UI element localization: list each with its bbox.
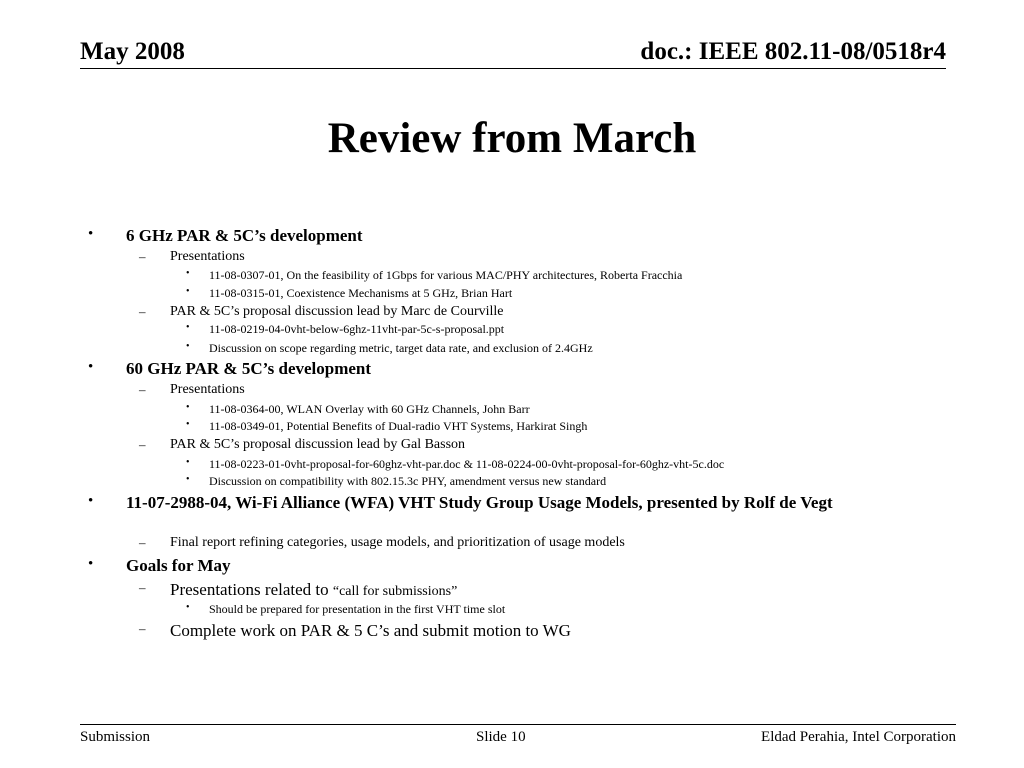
sub-complete-par: Complete work on PAR & 5 C’s and submit motion to WG [170,621,571,640]
header-date: May 2008 [80,38,185,65]
item-0364: 11-08-0364-00, WLAN Overlay with 60 GHz Channels, John Barr [209,402,530,416]
dash-marker: – [139,535,146,550]
bullet-marker: • [186,341,190,352]
item-compat-discussion: Discussion on compatibility with 802.15.3c PHY, amendment versus new standard [209,474,607,488]
bullet-marker: • [186,268,190,279]
bullet-marker: • [186,474,190,485]
sub-presentations-6ghz: Presentations [170,249,245,264]
bullet-marker: • [186,419,190,430]
footer-submission: Submission [80,729,151,745]
bullet-marker: • [88,493,94,509]
bullet-marker: • [186,402,190,413]
bullet-marker: • [186,457,190,468]
bullet-marker: • [186,602,190,613]
sub-call-for-submissions [170,580,930,601]
sub-call-quote: “call for submissions” [332,584,458,599]
slide-title: Review from March [327,115,697,162]
dash-marker: – [139,382,146,397]
bullet-marker: • [88,226,94,242]
dash-marker: – [139,621,146,636]
bullet-marker: • [88,556,94,572]
dash-marker: – [139,580,146,595]
sub-discussion-6ghz: PAR & 5C’s proposal discussion lead by Marc de Courville [170,304,504,319]
item-first-time-slot: Should be prepared for presentation in the first VHT time slot [209,602,506,616]
item-0307: 11-08-0307-01, On the feasibility of 1Gbps for various MAC/PHY architectures, Roberta Fracchia [209,268,683,282]
bullet-marker: • [186,286,190,297]
item-0349: 11-08-0349-01, Potential Benefits of Dual-radio VHT Systems, Harkirat Singh [209,419,588,433]
dash-marker: – [139,437,146,452]
item-0219: 11-08-0219-04-0vht-below-6ghz-11vht-par-5c-s-proposal.ppt [209,322,505,336]
item-0223: 11-08-0223-01-0vht-proposal-for-60ghz-vht-par.doc & 11-08-0224-00-0vht-proposal-for-60ghz-vht-5c.doc [209,457,725,471]
sub-presentations-60ghz: Presentations [170,382,245,397]
bullet-6ghz: 6 GHz PAR & 5C’s development [126,226,363,245]
header-rule [80,68,946,69]
sub-final-report: Final report refining categories, usage models, and prioritization of usage models [170,535,625,550]
footer-author: Eldad Perahia, Intel Corporation [761,729,956,745]
bullet-marker: • [88,359,94,375]
header-doc-id: doc.: IEEE 802.11-08/0518r4 [640,38,946,65]
dash-marker: – [139,249,146,264]
bullet-60ghz: 60 GHz PAR & 5C’s development [126,359,372,378]
footer-rule [80,724,956,725]
dash-marker: – [139,304,146,319]
sub-call-prefix: Presentations related to [170,580,333,599]
bullet-usage-models: 11-07-2988-04, Wi-Fi Alliance (WFA) VHT Study Group Usage Models, presented by Rolf de Vegt [126,493,833,512]
bullet-marker: • [186,322,190,333]
item-0315: 11-08-0315-01, Coexistence Mechanisms at 5 GHz, Brian Hart [209,286,513,300]
item-scope-discussion: Discussion on scope regarding metric, target data rate, and exclusion of 2.4GHz [209,341,593,355]
bullet-goals-may: Goals for May [126,556,231,575]
footer-slide-number: Slide 10 [476,729,526,745]
sub-discussion-60ghz: PAR & 5C’s proposal discussion lead by Gal Basson [170,437,466,452]
